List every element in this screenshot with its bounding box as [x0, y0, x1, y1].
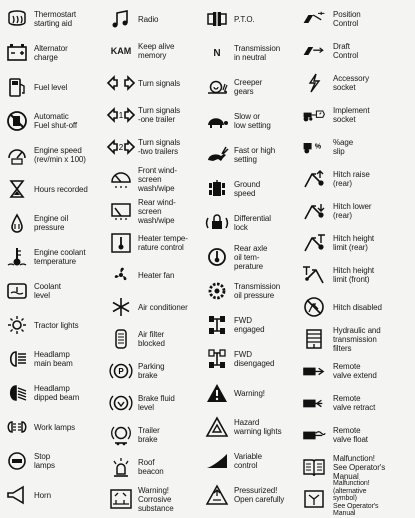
legend-item-turn-signals: Turn signals [104, 66, 200, 100]
dipped-beam-icon [0, 379, 34, 407]
legend-item-hydraulic-filters: Hydraulic and transmission filters [295, 322, 415, 356]
coolant-temperature-icon [0, 243, 34, 271]
legend-item-implement-socket: Implement socket [295, 98, 415, 132]
legend-item-malfunction-alt: Malfunction! (alternative symbol) See Operator's Manual [295, 482, 415, 516]
hitch-lower-icon [295, 197, 333, 225]
main-beam-icon [0, 345, 34, 373]
legend-item-position-control: Position Control [295, 2, 415, 36]
hitch-height-front-icon [295, 261, 333, 289]
legend-item-differential-lock: Differential lock [200, 206, 295, 240]
legend-item-hitch-raise: Hitch raise (rear) [295, 162, 415, 196]
legend-item-roof-beacon: Roof beacon [104, 450, 200, 484]
legend-item-fast-setting: Fast or high setting [200, 138, 295, 172]
hitch-height-rear-icon [295, 229, 333, 257]
oil-can-icon [0, 209, 34, 237]
legend-item-valve-retract: Remote valve retract [295, 386, 415, 420]
legend-item-fwd-engaged: FWD engaged [200, 308, 295, 342]
warning-triangle-icon [200, 379, 234, 407]
kam-icon: KAM [110, 46, 132, 56]
legend-item-thermostart: Thermostart starting aid [0, 2, 104, 36]
draft-control-icon [295, 37, 333, 65]
coolant-level-icon [0, 277, 34, 305]
svg-text:%: % [314, 141, 322, 151]
hazard-icon [200, 413, 234, 441]
fwd-engaged-icon [200, 311, 234, 339]
legend-item-alternator: Alternator charge [0, 36, 104, 70]
hitch-position-icon [295, 5, 333, 33]
pto-icon [200, 5, 234, 33]
wheel-slip-icon [295, 133, 333, 161]
ground-speed-icon [200, 175, 234, 203]
legend-item-valve-extend: Remote valve extend [295, 354, 415, 388]
legend-column-1 [0, 0, 104, 512]
fwd-disengaged-icon [200, 345, 234, 373]
legend-item-turn-signals-one-trailer: 1 Turn signals -one trailer [104, 98, 200, 132]
legend-item-dipped-beam: Headlamp dipped beam [0, 376, 104, 410]
legend-item-variable-control: Variable control [200, 444, 295, 478]
legend-item-pressurized: Pressurized! Open carefully [200, 478, 295, 512]
legend-item-oil-pressure: Engine oil pressure [0, 206, 104, 240]
alternator-icon [0, 39, 34, 67]
transmission-oil-pressure-icon [200, 277, 234, 305]
legend-column-2-extra [104, 0, 200, 512]
accessory-socket-icon [295, 69, 333, 97]
legend-item-fuel-level: Fuel level [0, 70, 104, 104]
valve-extend-icon [295, 357, 333, 385]
work-lamps-icon [0, 413, 34, 441]
legend-item-brake-fluid: Brake fluid level [104, 386, 200, 420]
legend-item-ground-speed: Ground speed [200, 172, 295, 206]
legend-column-4 [295, 0, 415, 512]
legend-item-hitch-height-rear: Hitch height limit (rear) [295, 226, 415, 260]
hydraulic-filter-icon [295, 325, 333, 353]
legend-item-valve-float: Remote valve float [295, 418, 415, 452]
pressurized-icon [200, 481, 234, 509]
legend-item-corrosive: Warning! Corrosive substance [104, 482, 200, 516]
legend-item-hitch-disabled: Hitch disabled [295, 290, 415, 324]
legend-item-draft-control: Draft Control [295, 34, 415, 68]
legend-item-parking-brake: P Parking brake [104, 354, 200, 388]
legend-item-rear-axle-temperature: Rear axle oil tem- perature [200, 240, 295, 274]
rear-axle-temperature-icon [200, 243, 234, 271]
legend-item-coolant-temperature: Engine coolant temperature [0, 240, 104, 274]
legend-item-hazard: Hazard warning lights [200, 410, 295, 444]
legend-item-stop-lamps: Stop lamps [0, 444, 104, 478]
horn-icon [0, 481, 34, 509]
legend-item-hitch-lower: Hitch lower (rear) [295, 194, 415, 228]
hourglass-icon [0, 175, 34, 203]
legend-item-rear-wiper: Rear wind- screen wash/wipe [104, 194, 200, 228]
legend-item-malfunction: Malfunction! See Operator's Manual [295, 450, 415, 484]
legend-item-air-conditioner: Air conditioner [104, 290, 200, 324]
tractor-lights-icon [0, 311, 34, 339]
legend-item-fuel-shutoff: Automatic Fuel shut-off [0, 104, 104, 138]
legend-item-coolant-level: Coolant level [0, 274, 104, 308]
legend-item-accessory-socket: Accessory socket [295, 66, 415, 100]
implement-socket-icon [295, 101, 333, 129]
differential-lock-icon [200, 209, 234, 237]
tortoise-icon [200, 107, 234, 135]
thermostart-icon [0, 5, 34, 33]
hare-icon [200, 141, 234, 169]
legend-item-wheel-slip: % %age slip [295, 130, 415, 164]
legend-item-radio: Radio [104, 2, 200, 36]
legend-item-pto: P.T.O. [200, 2, 295, 36]
malfunction-icon [295, 453, 333, 481]
svg-text:1: 1 [118, 111, 124, 120]
legend-item-heater-fan: Heater fan [104, 258, 200, 292]
legend-item-creeper-gears: Creeper gears [200, 70, 295, 104]
legend-item-slow-setting: Slow or low setting [200, 104, 295, 138]
legend-item-tractor-lights: Tractor lights [0, 308, 104, 342]
fuel-shutoff-icon [0, 107, 34, 135]
legend-item-horn: Horn [0, 478, 104, 512]
valve-retract-icon [295, 389, 333, 417]
legend-item-hitch-height-front: Hitch height limit (front) [295, 258, 415, 292]
snail-icon [200, 73, 234, 101]
legend-item-heater-temperature: Heater tempe- rature control [104, 226, 200, 260]
legend-item-keep-alive-memory: KAM Keep alive memory [104, 34, 200, 68]
legend-column-3 [200, 0, 295, 512]
malfunction-alt-icon [295, 485, 333, 513]
fuel-pump-icon [0, 73, 34, 101]
legend-item-engine-speed: Engine speed (rev/min x 100) [0, 138, 104, 172]
svg-text:2: 2 [118, 143, 124, 152]
stop-lamps-icon [0, 447, 34, 475]
legend-item-fwd-disengaged: FWD disengaged [200, 342, 295, 376]
legend-item-transmission-oil-pressure: Transmission oil pressure [200, 274, 295, 308]
neutral-icon: N [213, 47, 221, 59]
legend-item-neutral: N Transmission in neutral [200, 36, 295, 70]
variable-control-icon [200, 447, 234, 475]
hitch-raise-icon [295, 165, 333, 193]
valve-float-icon [295, 421, 333, 449]
legend-item-work-lamps: Work lamps [0, 410, 104, 444]
legend-item-front-wiper: Front wind- screen wash/wipe [104, 162, 200, 196]
legend-item-warning: Warning! [200, 376, 295, 410]
legend-item-air-filter: Air filter blocked [104, 322, 200, 356]
legend-item-main-beam: Headlamp main beam [0, 342, 104, 376]
engine-speed-icon [0, 141, 34, 169]
hitch-disabled-icon [295, 293, 333, 321]
svg-text:P: P [118, 367, 124, 376]
legend-item-hours-recorded: Hours recorded [0, 172, 104, 206]
legend-item-trailer-brake: Trailer brake [104, 418, 200, 452]
legend-item-turn-signals-two-trailers: 2 Turn signals -two trailers [104, 130, 200, 164]
